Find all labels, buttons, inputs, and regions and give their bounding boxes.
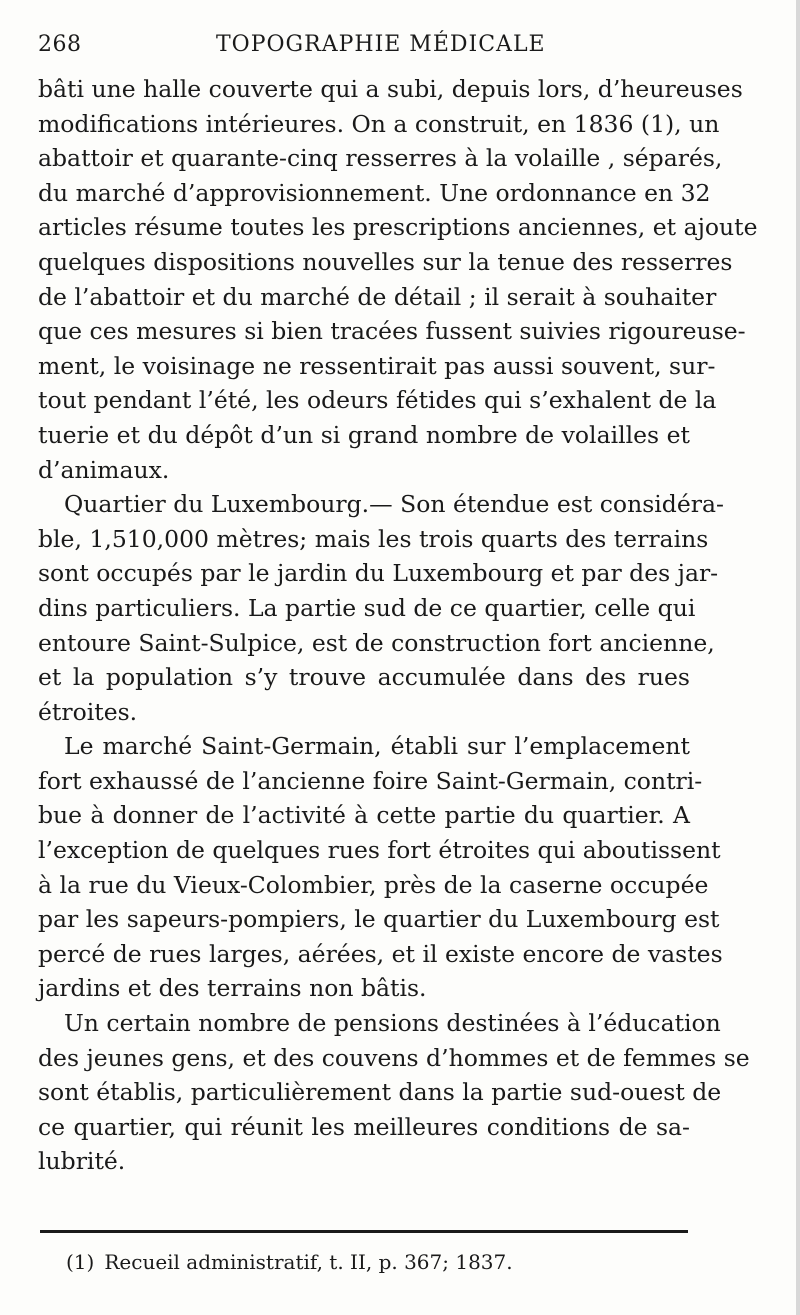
paragraph (38, 729, 723, 1006)
text-line: quelques dispositions nouvelles sur la tenue des resserres (38, 247, 733, 276)
text-line: Le marché Saint-Germain, établi sur l’emplacement (64, 732, 690, 761)
text-line: du marché d’approvisionnement. Une ordonnance en 32 (38, 178, 711, 207)
footnote-text: Recueil administratif, t. II, p. 367; 1837. (104, 1250, 513, 1274)
text-line: d’animaux. (38, 455, 170, 484)
page-number: 268 (38, 32, 82, 57)
text-line: l’exception de quelques rues fort étroites qui aboutissent (38, 836, 721, 865)
text-line: ce quartier, qui réunit les meilleures conditions de sa- (38, 1112, 690, 1141)
text-line: percé de rues larges, aérées, et il existe encore de vastes (38, 939, 723, 968)
text-line: sont établis, particulièrement dans la partie sud-ouest de (38, 1078, 722, 1107)
text-line: et la population s’y trouve accumulée dans des rues (38, 663, 690, 692)
text-line: modifications intérieures. On a construit, en 1836 (1), un (38, 109, 720, 138)
text-line: lubrité. (38, 1147, 126, 1176)
inline-text: Quartier du Luxembourg.— Son étendue est considéra- (64, 490, 724, 519)
text-line: étroites. (38, 697, 138, 726)
text-line: abattoir et quarante-cinq resserres à la volaille , séparés, (38, 144, 723, 173)
text-line: ble, 1,510,000 mètres; mais les trois quarts des terrains (38, 524, 709, 553)
body-text (38, 72, 758, 1179)
page-header (38, 32, 746, 62)
paragraph-quartier-luxembourg (38, 487, 724, 729)
text-line: à la rue du Vieux-Colombier, près de la caserne occupée (38, 870, 709, 899)
text-line: tuerie et du dépôt d’un si grand nombre de volailles et (38, 420, 690, 449)
text-line: tout pendant l’été, les odeurs fétides qui s’exhalent de la (38, 386, 717, 415)
footnote (66, 1250, 513, 1274)
text-line: que ces mesures si bien tracées fussent suivies rigoureuse- (38, 317, 746, 346)
text-line: bue à donner de l’activité à cette partie du quartier. A (38, 801, 690, 830)
text-line: Un certain nombre de pensions destinées à l’éducation (64, 1009, 721, 1038)
text-line: sont occupés par le jardin du Luxembourg et par des jar- (38, 559, 719, 588)
text-line: fort exhaussé de l’ancienne foire Saint-Germain, contri- (38, 766, 703, 795)
text-line: articles résume toutes les prescriptions anciennes, et ajoute (38, 213, 758, 242)
text-line: dins particuliers. La partie sud de ce quartier, celle qui (38, 593, 696, 622)
section-heading-line (38, 487, 724, 522)
text-line: ment, le voisinage ne ressentirait pas aussi souvent, sur- (38, 351, 716, 380)
text-line: par les sapeurs-pompiers, le quartier du Luxembourg est (38, 905, 720, 934)
text-line: entoure Saint-Sulpice, est de construction fort ancienne, (38, 628, 715, 657)
text-line: des jeunes gens, et des couvens d’hommes et de femmes se (38, 1043, 750, 1072)
text-line: de l’abattoir et du marché de détail ; il serait à souhaiter (38, 282, 717, 311)
paragraph (38, 72, 758, 487)
footnote-marker: (1) (66, 1250, 95, 1274)
text-line: bâti une halle couverte qui a subi, depuis lors, d’heureuses (38, 75, 743, 103)
paragraph (38, 1006, 750, 1179)
text-line: jardins et des terrains non bâtis. (38, 974, 427, 1003)
footnote-divider (40, 1230, 688, 1233)
running-title: TOPOGRAPHIE MÉDICALE (216, 32, 546, 57)
